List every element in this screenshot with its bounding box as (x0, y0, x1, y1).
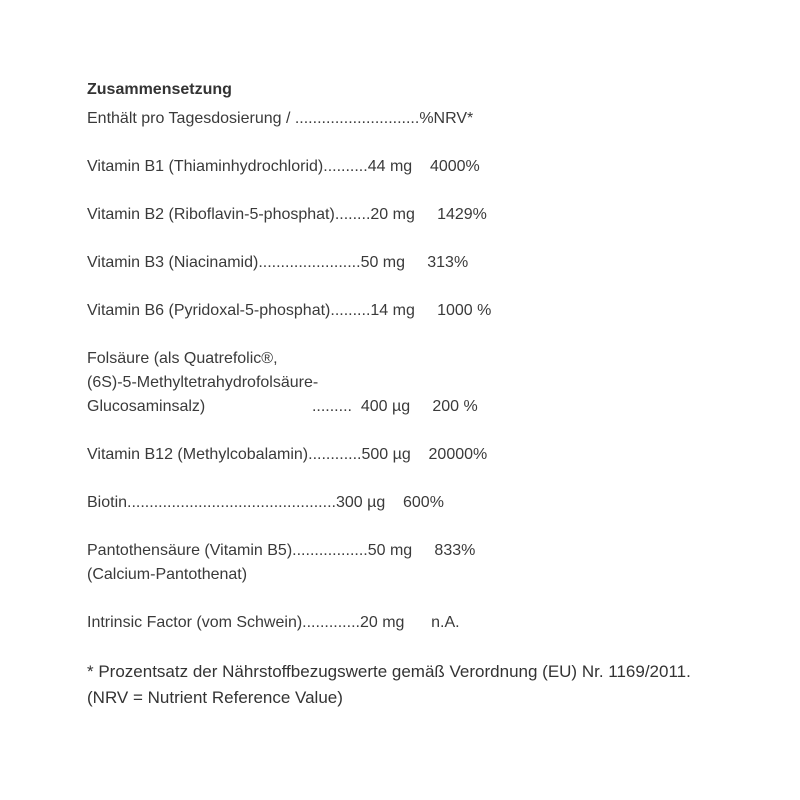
section-heading: Zusammensetzung (87, 81, 232, 98)
nutrient-line: Pantothensäure (Vitamin B5).................50 mg 833% (87, 542, 476, 559)
nutrient-line: Folsäure (als Quatrefolic®, (87, 350, 278, 367)
nutrient-line: Vitamin B2 (Riboflavin-5-phosphat)........20 mg 1429% (87, 206, 487, 223)
nutrient-entry-b6 (87, 299, 727, 323)
nutrient-line: Vitamin B1 (Thiaminhydrochlorid)..........44 mg 4000% (87, 158, 480, 175)
nutrient-entry-biotin (87, 491, 727, 515)
nutrient-line: (6S)-5-Methyltetrahydrofolsäure- (87, 374, 319, 391)
nutrient-line: Vitamin B3 (Niacinamid).......................50 mg 313% (87, 254, 469, 271)
nutrient-entry-b2 (87, 203, 727, 227)
nutrient-line: Intrinsic Factor (vom Schwein).............20 mg n.A. (87, 614, 460, 631)
nutrient-entry-intrinsic-factor (87, 611, 727, 635)
nutrient-line: Glucosaminsalz) ......... 400 µg 200 % (87, 398, 478, 415)
nutrient-line: Vitamin B12 (Methylcobalamin)............500 µg 20000% (87, 446, 488, 463)
intro-line: Enthält pro Tagesdosierung / ............................%NRV* (87, 110, 474, 127)
nutrient-line: Vitamin B6 (Pyridoxal-5-phosphat).........14 mg 1000 % (87, 302, 492, 319)
footnote: * Prozentsatz der Nährstoffbezugswerte gemäß Verordnung (EU) Nr. 1169/2011. (NRV = Nutrient Reference Value) (87, 662, 691, 707)
nutrient-line: (Calcium-Pantothenat) (87, 566, 248, 583)
nutrient-entry-b12 (87, 443, 727, 467)
nutrient-entry-folate (87, 347, 727, 419)
nutrient-entry-b1 (87, 155, 727, 179)
nutrient-entry-b5 (87, 539, 727, 587)
composition-section (87, 79, 727, 711)
nutrient-entry-b3 (87, 251, 727, 275)
nutrient-line: Biotin...............................................300 µg 600% (87, 494, 444, 511)
